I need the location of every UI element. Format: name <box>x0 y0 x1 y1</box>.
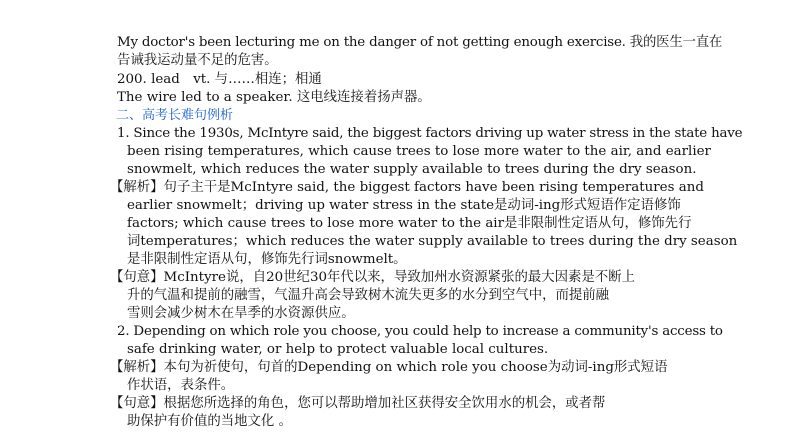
text-line-19: 【解析】本句为祈使句，句首的Depending on which role you choose为动词-ing形式短语 <box>110 360 668 375</box>
text-line-1: My doctor's been lecturing me on the danger of not getting enough exercise. 我的医生一直在 <box>117 35 723 50</box>
text-line-14: 【句意】McIntyre说，自20世纪30年代以来，导致加州水资源紧张的最大因素是不断上 <box>110 270 635 285</box>
text-line-10: earlier snowmelt；driving up water stress in the state是动词-ing形式短语作定语修饰 <box>127 198 681 213</box>
section-heading: 二、高考长难句例析 <box>116 108 234 123</box>
text-line-13: 是非限制性定语从句，修饰先行词snowmelt。 <box>127 252 407 267</box>
text-line-11: factors; which cause trees to lose more water to the air是非限制性定语从句，修饰先行 <box>127 216 692 231</box>
text-line-2: 告诫我运动量不足的危害。 <box>117 53 278 68</box>
text-line-12: 词temperatures；which reduces the water supply available to trees during the dry season <box>127 234 738 249</box>
text-line-17: 2. Depending on which role you choose, you could help to increase a community's access to <box>117 324 723 339</box>
text-line-7: been rising temperatures, which cause trees to lose more water to the air, and earlier <box>127 144 711 159</box>
text-line-6: 1. Since the 1930s, McIntyre said, the biggest factors driving up water stress in the state have <box>117 126 743 141</box>
text-line-4: The wire led to a speaker. 这电线连接着扬声器。 <box>117 90 431 105</box>
text-line-22: 助保护有价值的当地文化 。 <box>127 414 292 429</box>
text-line-21: 【句意】根据您所选择的角色，您可以帮助增加社区获得安全饮用水的机会，或者帮 <box>110 396 606 411</box>
text-line-9: 【解析】句子主干是McIntyre said, the biggest factors have been rising temperatures and <box>110 180 704 195</box>
text-line-15: 升的气温和提前的融雪，气温升高会导致树木流失更多的水分到空气中，而提前融 <box>127 288 610 303</box>
text-line-8: snowmelt, which reduces the water supply available to trees during the dry season. <box>127 162 697 177</box>
text-line-18: safe drinking water, or help to protect valuable local cultures. <box>127 342 549 357</box>
text-line-20: 作状语，表条件。 <box>127 378 235 393</box>
text-line-3: 200. lead vt. 与……相连；相通 <box>117 72 322 87</box>
text-line-16: 雪则会减少树木在旱季的水资源供应。 <box>127 306 355 321</box>
